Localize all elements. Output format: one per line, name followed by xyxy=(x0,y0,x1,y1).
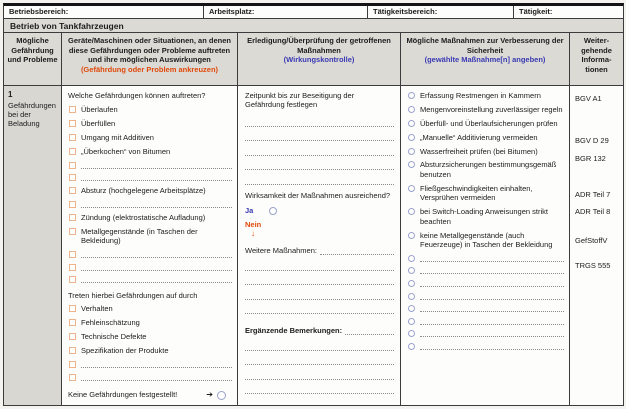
measure-item-label xyxy=(420,266,564,274)
references-cell xyxy=(570,86,623,405)
hazard-checkbox-list xyxy=(68,105,232,288)
causes-heading: Treten hierbei Gefährdungen auf durch xyxy=(68,290,198,300)
deadline-fill-lines xyxy=(245,114,394,187)
hazard-item[interactable] xyxy=(68,213,232,222)
checkbox-icon[interactable] xyxy=(69,120,76,127)
radio-icon[interactable] xyxy=(408,330,415,337)
measure-item-label xyxy=(420,317,564,325)
measure-item-label: Wasserfreiheit prüfen (bei Bitumen) xyxy=(420,146,538,156)
measure-item[interactable] xyxy=(407,254,564,262)
header-title: Geräte/Maschinen oder Situationen, an denen diese Gefährdungen oder Probleme auftreten und ihre möglichen Auswirkungen xyxy=(68,35,231,65)
more-measures-field xyxy=(245,242,394,255)
more-measures-fill-lines xyxy=(245,258,394,316)
radio-icon[interactable] xyxy=(408,232,415,239)
field-label: Arbeitsplatz: xyxy=(209,7,255,16)
fill-in-line[interactable] xyxy=(245,302,394,315)
field-label: Tätigkeitsbereich: xyxy=(373,7,438,16)
header-note: (Wirkungskontrolle) xyxy=(283,55,355,65)
radio-icon[interactable] xyxy=(408,208,415,215)
fill-in-line[interactable] xyxy=(245,143,394,156)
hazard-item[interactable] xyxy=(68,250,232,258)
no-hazards-line xyxy=(68,390,232,400)
checkbox-icon[interactable] xyxy=(69,347,76,354)
field-betriebsbereich[interactable] xyxy=(4,6,204,18)
measure-item[interactable] xyxy=(407,279,564,287)
cause-item[interactable] xyxy=(68,304,232,313)
section-title-row xyxy=(4,19,623,33)
cause-item-label xyxy=(81,373,232,381)
reference-item: BGV A1 xyxy=(575,93,602,103)
fill-in-line[interactable] xyxy=(245,353,394,366)
control-cell xyxy=(238,86,401,405)
fill-in-line[interactable] xyxy=(245,382,394,395)
radio-icon[interactable] xyxy=(408,280,415,287)
measure-item[interactable] xyxy=(407,105,564,114)
radio-icon[interactable] xyxy=(408,106,415,113)
reference-item: TRGS 555 xyxy=(575,260,611,270)
cause-item[interactable] xyxy=(68,318,232,327)
radio-icon[interactable] xyxy=(408,293,415,300)
hazard-item[interactable] xyxy=(68,186,232,195)
header-measures-column xyxy=(401,33,570,85)
header-hazard-column xyxy=(4,33,62,85)
checkbox-icon[interactable] xyxy=(69,374,76,381)
fill-in-line[interactable] xyxy=(245,114,394,127)
yes-option xyxy=(245,206,394,215)
field-arbeitsplatz[interactable] xyxy=(204,6,368,18)
fill-in-line[interactable] xyxy=(245,258,394,271)
cause-item-label: Fehleinschätzung xyxy=(81,318,140,328)
measure-item[interactable] xyxy=(407,160,564,179)
hazard-item[interactable] xyxy=(68,105,232,114)
cause-item-label: Verhalten xyxy=(81,304,113,314)
table-header-row xyxy=(4,33,623,86)
hazard-item[interactable] xyxy=(68,119,232,128)
measure-item[interactable] xyxy=(407,231,564,250)
no-hazards-radio[interactable] xyxy=(217,391,226,400)
header-note: (Gefährdung oder Problem ankreuzen) xyxy=(80,65,219,74)
fill-in-line[interactable] xyxy=(345,327,394,335)
hazard-item-label xyxy=(81,173,232,181)
hazard-name-cell xyxy=(4,86,62,405)
fill-in-line[interactable] xyxy=(245,129,394,142)
measure-item-label: Absturzsicherungen bestimmungsgemäß benutzen xyxy=(420,160,557,179)
reference-item: ADR Teil 8 xyxy=(575,207,611,217)
hazard-item-label xyxy=(81,250,232,258)
measure-item[interactable] xyxy=(407,207,564,226)
measure-item-label xyxy=(420,329,564,337)
hazard-item-label xyxy=(81,161,232,169)
hazard-item[interactable] xyxy=(68,263,232,271)
checkbox-icon[interactable] xyxy=(69,148,76,155)
hazard-item-label xyxy=(81,275,232,283)
radio-icon[interactable] xyxy=(408,343,415,350)
checkbox-icon[interactable] xyxy=(69,361,76,368)
radio-icon[interactable] xyxy=(408,185,415,192)
measure-item-label xyxy=(420,342,564,350)
checkbox-icon[interactable] xyxy=(69,174,76,181)
cause-item[interactable] xyxy=(68,373,232,381)
hazard-item-label: „Überkochen“ von Bitumen xyxy=(81,146,171,156)
remarks-fill-lines xyxy=(245,338,394,396)
hazard-item[interactable] xyxy=(68,147,232,156)
header-situations-column xyxy=(62,33,238,85)
field-label: Tätigkeit: xyxy=(519,7,553,16)
cause-item[interactable] xyxy=(68,332,232,341)
reference-item: BGV D 29 xyxy=(575,136,609,145)
hazards-cell xyxy=(62,86,238,405)
measure-item[interactable] xyxy=(407,91,564,100)
header-control-column xyxy=(238,33,401,85)
field-taetigkeitsbereich[interactable] xyxy=(368,6,514,18)
arrow-right-icon: ➔ xyxy=(206,390,213,399)
radio-icon[interactable] xyxy=(408,148,415,155)
measure-item[interactable] xyxy=(407,292,564,300)
measure-radio-list xyxy=(407,91,564,355)
measure-item-label: „Manuelle“ Additivierung vermeiden xyxy=(420,132,538,142)
yes-label: Ja xyxy=(245,206,254,216)
yes-radio[interactable] xyxy=(269,207,277,215)
radio-icon[interactable] xyxy=(408,305,415,312)
row-title: Gefährdungen bei der Beladung xyxy=(8,100,56,129)
header-references-column xyxy=(570,33,623,85)
measure-item[interactable] xyxy=(407,266,564,274)
radio-icon[interactable] xyxy=(408,318,415,325)
measure-item-label: Überfüll- und Überlaufsicherungen prüfen xyxy=(420,118,558,128)
hazard-item-label: Metallgegenstände (in Taschen der Bekleidung) xyxy=(81,226,198,245)
hazard-assessment-form xyxy=(3,3,624,406)
meta-row xyxy=(4,6,623,19)
measure-item[interactable] xyxy=(407,317,564,325)
field-label: Betriebsbereich: xyxy=(9,7,69,16)
checkbox-icon[interactable] xyxy=(69,187,76,194)
checkbox-icon[interactable] xyxy=(69,251,76,258)
hazard-item-label xyxy=(81,263,232,271)
measure-item[interactable] xyxy=(407,184,564,203)
checkbox-icon[interactable] xyxy=(69,228,76,235)
hazard-item-label: Absturz (hochgelegene Arbeitsplätze) xyxy=(81,186,206,196)
hazard-item-label: Umgang mit Additiven xyxy=(81,132,154,142)
checkbox-icon[interactable] xyxy=(69,305,76,312)
field-taetigkeit[interactable] xyxy=(514,6,623,18)
fill-in-line[interactable] xyxy=(245,338,394,351)
row-number: 1 xyxy=(8,89,13,99)
fill-in-line[interactable] xyxy=(245,158,394,171)
fill-in-line[interactable] xyxy=(245,287,394,300)
cause-item-label: Technische Defekte xyxy=(81,332,147,342)
checkbox-icon[interactable] xyxy=(69,214,76,221)
checkbox-icon[interactable] xyxy=(69,276,76,283)
no-hazards-label: Keine Gefährdungen festgestellt! xyxy=(68,390,178,400)
checkbox-icon[interactable] xyxy=(69,201,76,208)
hazard-item[interactable] xyxy=(68,227,232,246)
fill-in-line[interactable] xyxy=(245,172,394,185)
remarks-label: Ergänzende Bemerkungen: xyxy=(245,325,343,335)
reference-item: BGR 132 xyxy=(575,154,606,164)
hazard-item[interactable] xyxy=(68,275,232,283)
checkbox-icon[interactable] xyxy=(69,162,76,169)
measures-cell xyxy=(401,86,570,405)
table-row xyxy=(4,86,623,405)
checkbox-icon[interactable] xyxy=(69,333,76,340)
header-title: Weiter-gehende Informa-tionen xyxy=(581,35,612,74)
header-title: Mögliche Gefährdung und Probleme xyxy=(7,35,58,65)
no-label: Nein xyxy=(245,219,262,229)
measure-item-label: Mengenvoreinstellung zuverlässiger regeln xyxy=(420,104,563,114)
measure-item-label xyxy=(420,279,564,287)
remarks-field xyxy=(245,322,394,335)
measure-item-label: Erfassung Restmengen in Kammern xyxy=(420,90,541,100)
hazard-item[interactable] xyxy=(68,161,232,169)
checkbox-icon[interactable] xyxy=(69,134,76,141)
hazard-item-label: Überfüllen xyxy=(81,118,116,128)
cause-checkbox-list xyxy=(68,304,232,385)
radio-icon[interactable] xyxy=(408,92,415,99)
hazard-item[interactable] xyxy=(68,173,232,181)
measure-item-label: keine Metallgegenstände (auch Feuerzeuge) in Taschen der Bekleidung xyxy=(420,230,553,249)
measure-item-label: bei Switch-Loading Anweisungen strikt beachten xyxy=(420,207,548,226)
reference-item: GefStoffV xyxy=(575,235,608,245)
header-title: Erledigung/Überprüfung der getroffenen Maßnahmen xyxy=(247,35,391,55)
measure-item[interactable] xyxy=(407,342,564,350)
measure-item[interactable] xyxy=(407,329,564,337)
fill-in-line[interactable] xyxy=(245,367,394,380)
measure-item[interactable] xyxy=(407,119,564,128)
radio-icon[interactable] xyxy=(408,267,415,274)
cause-item[interactable] xyxy=(68,346,232,355)
hazard-item-label: Zündung (elektrostatische Aufladung) xyxy=(81,212,206,222)
deadline-text: Zeitpunkt bis zur Beseitigung der Gefährdung festlegen xyxy=(245,90,355,109)
measure-item[interactable] xyxy=(407,133,564,142)
measure-item[interactable] xyxy=(407,147,564,156)
hazard-item-label: Überlaufen xyxy=(81,105,118,114)
hazard-item-label xyxy=(81,200,232,208)
measure-item-label xyxy=(420,292,564,300)
hazard-item[interactable] xyxy=(68,200,232,208)
cause-item-label xyxy=(81,360,232,368)
checkbox-icon[interactable] xyxy=(69,319,76,326)
hazard-item[interactable] xyxy=(68,133,232,142)
radio-icon[interactable] xyxy=(408,134,415,141)
more-measures-label: Weitere Maßnahmen: xyxy=(245,245,317,255)
radio-icon[interactable] xyxy=(408,161,415,168)
radio-icon[interactable] xyxy=(408,120,415,127)
fill-in-line[interactable] xyxy=(320,247,394,255)
checkbox-icon[interactable] xyxy=(69,264,76,271)
measure-item[interactable] xyxy=(407,304,564,312)
fill-in-line[interactable] xyxy=(245,273,394,286)
section-title: Betrieb von Tankfahrzeugen xyxy=(10,20,124,31)
measure-item-label xyxy=(420,304,564,312)
cause-item[interactable] xyxy=(68,360,232,368)
cause-item-label: Spezifikation der Produkte xyxy=(81,346,169,355)
hazards-question: Welche Gefährdungen können auftreten? xyxy=(68,90,206,100)
checkbox-icon[interactable] xyxy=(69,106,76,113)
reference-item: ADR Teil 7 xyxy=(575,189,611,199)
header-title: Mögliche Maßnahmen zur Verbesserung der Sicherheit xyxy=(406,35,564,55)
header-note: (gewählte Maßnahme[n] angeben) xyxy=(424,55,546,65)
radio-icon[interactable] xyxy=(408,255,415,262)
measure-item-label xyxy=(420,254,564,262)
measure-item-label: Fließgeschwindigkeiten einhalten, Versprühen vermeiden xyxy=(420,183,533,203)
arrow-down-icon: ↓ xyxy=(251,229,255,238)
effectiveness-question: Wirksamkeit der Maßnahmen ausreichend? xyxy=(245,190,391,200)
